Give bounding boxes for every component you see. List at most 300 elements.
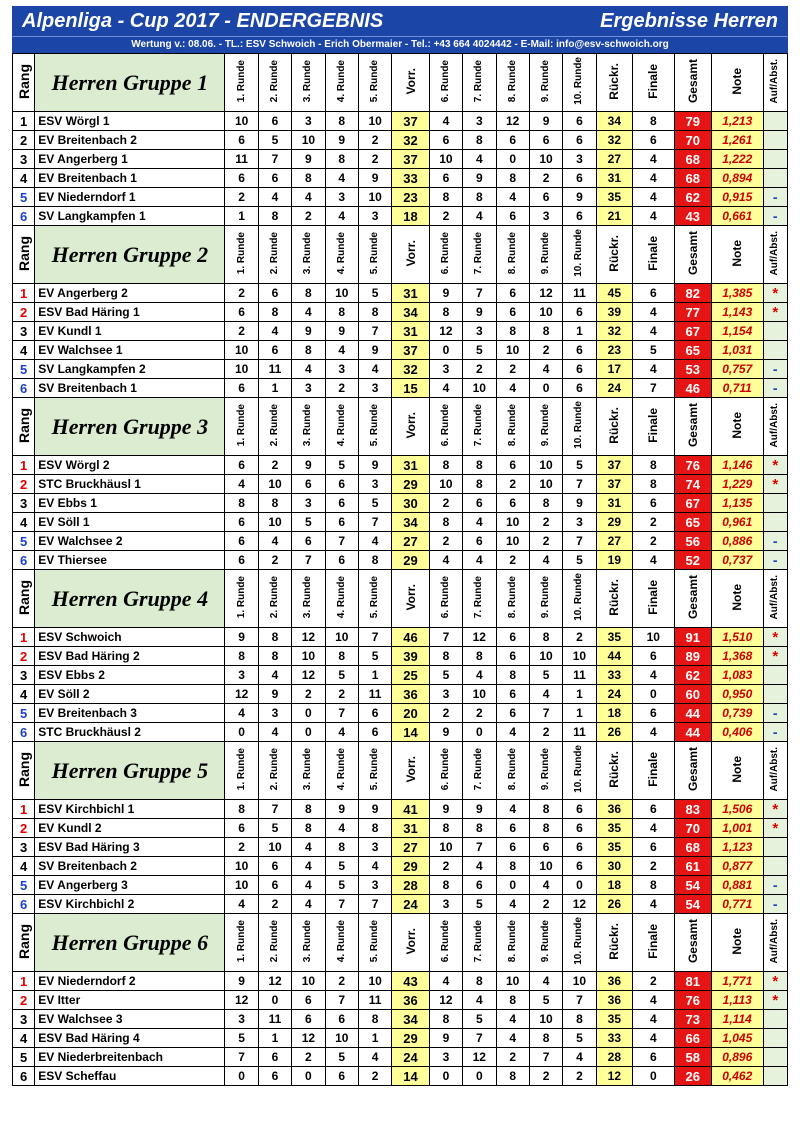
- round-7-header-label: 7. Runde: [473, 747, 485, 791]
- rueckrunde-total: 28: [596, 1048, 632, 1067]
- round-score: 10: [325, 284, 358, 303]
- round-score: 5: [429, 666, 462, 685]
- round-score: 6: [496, 494, 529, 513]
- round-score: 2: [563, 628, 596, 647]
- gesamt-header-label: Gesamt: [685, 402, 700, 448]
- team-name: SV Langkampfen 2: [35, 360, 225, 379]
- gesamt-total: 61: [674, 857, 711, 876]
- team-name: STC Bruckhäusl 1: [35, 475, 225, 494]
- round-score: 3: [225, 1010, 258, 1029]
- vorrunde-total: 31: [392, 819, 429, 838]
- gesamt-total: 62: [674, 666, 711, 685]
- round-1-header: [225, 226, 258, 284]
- round-score: 4: [496, 1010, 529, 1029]
- round-score: 5: [325, 857, 358, 876]
- round-score: 2: [325, 972, 358, 991]
- rueckrunde-total: 36: [596, 800, 632, 819]
- round-score: 10: [225, 360, 258, 379]
- round-score: 2: [429, 532, 462, 551]
- group-title: Herren Gruppe 5: [35, 742, 225, 800]
- round-score: 4: [496, 379, 529, 398]
- round-score: 7: [325, 991, 358, 1010]
- table-row: [13, 1067, 788, 1086]
- team-name: EV Itter: [35, 991, 225, 1010]
- note-value: 1,261: [711, 131, 763, 150]
- note-value: 1,135: [711, 494, 763, 513]
- round-score: 3: [358, 475, 391, 494]
- round-score: 6: [325, 1067, 358, 1086]
- table-row: [13, 341, 788, 360]
- round-score: 8: [258, 494, 291, 513]
- round-5-header-label: 5. Runde: [369, 59, 381, 103]
- round-score: 6: [325, 494, 358, 513]
- round-score: 6: [463, 532, 496, 551]
- round-score: 6: [225, 131, 258, 150]
- round-score: 10: [529, 647, 562, 666]
- round-score: 6: [258, 1048, 291, 1067]
- note-header: [711, 914, 763, 972]
- round-score: 11: [563, 284, 596, 303]
- round-6-header-label: 6. Runde: [439, 919, 451, 963]
- team-name: EV Niederbreitenbach: [35, 1048, 225, 1067]
- rueckrunde-total: 44: [596, 647, 632, 666]
- round-score: 6: [563, 341, 596, 360]
- auf-abst-header: [763, 226, 787, 284]
- rank-cell: 5: [13, 704, 35, 723]
- auf-abst-cell: [763, 303, 787, 322]
- vorrunde-total: 37: [392, 341, 429, 360]
- round-score: 4: [463, 207, 496, 226]
- finale-score: 6: [633, 1048, 674, 1067]
- round-score: 0: [429, 341, 462, 360]
- round-8-header-label: 8. Runde: [506, 919, 518, 963]
- rank-cell: 4: [13, 857, 35, 876]
- vorrunde-total: 20: [392, 704, 429, 723]
- round-2-header: [258, 914, 291, 972]
- round-6-header-label: 6. Runde: [439, 403, 451, 447]
- round-10-header: [563, 398, 596, 456]
- round-6-header: [429, 54, 462, 112]
- vorrunde-total: 29: [392, 475, 429, 494]
- auf-abst-header: [763, 570, 787, 628]
- finale-score: 4: [633, 188, 674, 207]
- round-score: 6: [225, 456, 258, 475]
- auf-abst-cell: [763, 322, 787, 341]
- round-score: 10: [563, 972, 596, 991]
- round-score: 4: [358, 360, 391, 379]
- round-score: 12: [463, 1048, 496, 1067]
- rank-cell: 5: [13, 876, 35, 895]
- round-score: 9: [563, 494, 596, 513]
- round-9-header: [529, 742, 562, 800]
- vorrunde-total: 31: [392, 322, 429, 341]
- round-score: 7: [463, 284, 496, 303]
- round-score: 0: [496, 150, 529, 169]
- table-row: [13, 207, 788, 226]
- finale-score: 4: [633, 169, 674, 188]
- round-7-header-label: 7. Runde: [473, 919, 485, 963]
- round-score: 2: [325, 685, 358, 704]
- round-score: 8: [358, 551, 391, 570]
- round-score: 5: [563, 456, 596, 475]
- gesamt-header: [674, 742, 711, 800]
- round-score: 9: [325, 800, 358, 819]
- round-5-header-label: 5. Runde: [369, 231, 381, 275]
- round-score: 8: [463, 456, 496, 475]
- vorrunde-total: 27: [392, 532, 429, 551]
- note-value: 1,113: [711, 991, 763, 1010]
- vorrunde-total: 36: [392, 685, 429, 704]
- team-name: EV Kundl 2: [35, 819, 225, 838]
- round-score: 6: [325, 1010, 358, 1029]
- round-score: 8: [225, 800, 258, 819]
- auf-abst-cell: [763, 1029, 787, 1048]
- round-score: 8: [529, 819, 562, 838]
- round-score: 4: [292, 360, 325, 379]
- round-score: 8: [529, 800, 562, 819]
- auf-abst-cell: [763, 456, 787, 475]
- rank-cell: 2: [13, 131, 35, 150]
- round-score: 2: [529, 532, 562, 551]
- table-row: [13, 532, 788, 551]
- round-score: 8: [358, 303, 391, 322]
- round-score: 9: [429, 723, 462, 742]
- round-score: 4: [529, 551, 562, 570]
- round-7-header-label: 7. Runde: [473, 575, 485, 619]
- round-8-header-label: 8. Runde: [506, 747, 518, 791]
- gesamt-total: 26: [674, 1067, 711, 1086]
- round-score: 10: [258, 513, 291, 532]
- table-row: [13, 513, 788, 532]
- rueckrunde-total: 30: [596, 857, 632, 876]
- round-score: 9: [225, 972, 258, 991]
- round-4-header: [325, 54, 358, 112]
- round-score: 6: [225, 513, 258, 532]
- round-score: 10: [529, 456, 562, 475]
- round-2-header: [258, 398, 291, 456]
- round-score: 1: [258, 1029, 291, 1048]
- gesamt-total: 65: [674, 513, 711, 532]
- round-score: 10: [358, 972, 391, 991]
- round-score: 2: [358, 150, 391, 169]
- round-score: 4: [496, 800, 529, 819]
- auf-abst-cell: [763, 284, 787, 303]
- gesamt-total: 56: [674, 532, 711, 551]
- round-6-header-label: 6. Runde: [439, 231, 451, 275]
- round-score: 8: [225, 494, 258, 513]
- promotion-mark: *: [772, 819, 779, 837]
- rank-cell: 4: [13, 341, 35, 360]
- round-1-header-label: 1. Runde: [235, 231, 247, 275]
- auf-abst-cell: [763, 895, 787, 914]
- round-score: 7: [325, 895, 358, 914]
- round-score: 8: [292, 169, 325, 188]
- round-score: 6: [529, 188, 562, 207]
- auf-abst-cell: [763, 1067, 787, 1086]
- auf-abst-cell: [763, 169, 787, 188]
- round-10-header-label: 10. Runde: [573, 573, 585, 621]
- gesamt-total: 70: [674, 131, 711, 150]
- team-name: SV Breitenbach 2: [35, 857, 225, 876]
- round-score: 5: [358, 284, 391, 303]
- round-score: 7: [358, 513, 391, 532]
- round-score: 3: [292, 112, 325, 131]
- round-score: 12: [429, 322, 462, 341]
- round-score: 6: [463, 494, 496, 513]
- gesamt-total: 54: [674, 895, 711, 914]
- auf-abst-header: [763, 398, 787, 456]
- round-score: 7: [563, 991, 596, 1010]
- round-score: 6: [225, 532, 258, 551]
- round-9-header-label: 9. Runde: [540, 59, 552, 103]
- group-title: Herren Gruppe 4: [35, 570, 225, 628]
- note-header: [711, 570, 763, 628]
- team-name: EV Breitenbach 2: [35, 131, 225, 150]
- round-score: 10: [358, 188, 391, 207]
- group-header-row: [13, 742, 788, 800]
- round-score: 1: [358, 1029, 391, 1048]
- gesamt-total: 91: [674, 628, 711, 647]
- round-score: 6: [225, 303, 258, 322]
- note-header-label: Note: [730, 755, 745, 783]
- round-score: 4: [496, 188, 529, 207]
- table-row: [13, 895, 788, 914]
- group-title: Herren Gruppe 3: [35, 398, 225, 456]
- auf-abst-cell: [763, 819, 787, 838]
- note-header-label: Note: [730, 927, 745, 955]
- round-2-header-label: 2. Runde: [269, 403, 281, 447]
- gesamt-header: [674, 54, 711, 112]
- round-score: 8: [258, 207, 291, 226]
- round-score: 0: [429, 1067, 462, 1086]
- rank-header-label: Rang: [15, 63, 32, 99]
- round-4-header: [325, 742, 358, 800]
- round-score: 10: [358, 112, 391, 131]
- results-sheet: [12, 6, 788, 1086]
- gesamt-total: 70: [674, 819, 711, 838]
- team-name: ESV Wörgl 2: [35, 456, 225, 475]
- rueckrunde-header: [596, 914, 632, 972]
- vorrunde-total: 15: [392, 379, 429, 398]
- round-score: 10: [529, 303, 562, 322]
- gesamt-total: 76: [674, 991, 711, 1010]
- round-score: 5: [463, 895, 496, 914]
- round-score: 5: [225, 1029, 258, 1048]
- round-score: 6: [563, 857, 596, 876]
- finale-score: 6: [633, 647, 674, 666]
- round-score: 6: [358, 704, 391, 723]
- round-score: 4: [463, 991, 496, 1010]
- table-row: [13, 360, 788, 379]
- round-score: 11: [358, 685, 391, 704]
- auf-abst-cell: [763, 150, 787, 169]
- team-name: EV Niederndorf 2: [35, 972, 225, 991]
- note-value: 1,146: [711, 456, 763, 475]
- round-score: 5: [463, 341, 496, 360]
- finale-score: 6: [633, 800, 674, 819]
- table-row: [13, 169, 788, 188]
- round-score: 6: [258, 876, 291, 895]
- rueckrunde-header-label: Rückr.: [607, 922, 622, 960]
- round-score: 3: [258, 704, 291, 723]
- table-row: [13, 150, 788, 169]
- round-score: 3: [429, 360, 462, 379]
- round-9-header-label: 9. Runde: [540, 575, 552, 619]
- round-score: 10: [463, 379, 496, 398]
- round-score: 6: [325, 475, 358, 494]
- rueckrunde-total: 37: [596, 475, 632, 494]
- round-score: 8: [292, 284, 325, 303]
- team-name: ESV Kirchbichl 2: [35, 895, 225, 914]
- round-score: 8: [325, 647, 358, 666]
- round-score: 6: [225, 379, 258, 398]
- round-10-header-label: 10. Runde: [573, 745, 585, 793]
- gesamt-header: [674, 570, 711, 628]
- rueckrunde-total: 35: [596, 838, 632, 857]
- rueckrunde-total: 33: [596, 1029, 632, 1048]
- rueckrunde-total: 24: [596, 379, 632, 398]
- table-row: [13, 685, 788, 704]
- round-score: 8: [529, 1029, 562, 1048]
- rueckrunde-total: 18: [596, 704, 632, 723]
- rueckrunde-total: 23: [596, 341, 632, 360]
- note-value: 0,737: [711, 551, 763, 570]
- round-score: 8: [325, 112, 358, 131]
- rueckrunde-total: 32: [596, 322, 632, 341]
- round-score: 4: [292, 838, 325, 857]
- rank-header-label: Rang: [15, 923, 32, 959]
- rank-cell: 6: [13, 895, 35, 914]
- vorrunde-total: 28: [392, 876, 429, 895]
- title-bar: [12, 6, 788, 36]
- gesamt-header-label: Gesamt: [685, 58, 700, 104]
- vorrunde-header-label: Vorr.: [403, 411, 418, 439]
- finale-header: [633, 570, 674, 628]
- rank-cell: 5: [13, 360, 35, 379]
- round-score: 12: [463, 628, 496, 647]
- round-4-header-label: 4. Runde: [335, 231, 347, 275]
- round-9-header: [529, 398, 562, 456]
- auf-abst-cell: [763, 494, 787, 513]
- round-score: 4: [258, 188, 291, 207]
- rueckrunde-header: [596, 742, 632, 800]
- auf-abst-cell: [763, 1010, 787, 1029]
- gesamt-total: 65: [674, 341, 711, 360]
- round-score: 4: [563, 1048, 596, 1067]
- round-score: 6: [258, 112, 291, 131]
- vorrunde-total: 29: [392, 857, 429, 876]
- auf-abst-header: [763, 914, 787, 972]
- promotion-mark: *: [772, 972, 779, 990]
- rank-cell: 6: [13, 1067, 35, 1086]
- round-score: 12: [292, 628, 325, 647]
- round-6-header-label: 6. Runde: [439, 59, 451, 103]
- round-score: 6: [563, 819, 596, 838]
- round-score: 8: [563, 1010, 596, 1029]
- rueckrunde-total: 36: [596, 972, 632, 991]
- round-score: 7: [325, 704, 358, 723]
- gesamt-total: 67: [674, 494, 711, 513]
- rank-header: [13, 914, 35, 972]
- round-score: 7: [563, 475, 596, 494]
- gesamt-total: 73: [674, 1010, 711, 1029]
- rank-cell: 3: [13, 150, 35, 169]
- round-score: 8: [463, 131, 496, 150]
- round-score: 6: [225, 819, 258, 838]
- round-score: 4: [463, 513, 496, 532]
- round-1-header: [225, 398, 258, 456]
- round-score: 8: [429, 819, 462, 838]
- round-score: 0: [529, 379, 562, 398]
- round-score: 8: [358, 1010, 391, 1029]
- round-8-header: [496, 398, 529, 456]
- round-5-header: [358, 54, 391, 112]
- table-row: [13, 972, 788, 991]
- round-score: 8: [258, 628, 291, 647]
- round-score: 0: [258, 991, 291, 1010]
- round-score: 1: [563, 704, 596, 723]
- team-name: EV Walchsee 2: [35, 532, 225, 551]
- note-value: 0,771: [711, 895, 763, 914]
- group-header-row: [13, 398, 788, 456]
- round-3-header: [292, 570, 325, 628]
- round-score: 4: [325, 819, 358, 838]
- round-score: 6: [225, 551, 258, 570]
- round-score: 6: [292, 1010, 325, 1029]
- round-score: 10: [325, 1029, 358, 1048]
- gesamt-total: 67: [674, 322, 711, 341]
- note-value: 1,222: [711, 150, 763, 169]
- table-row: [13, 551, 788, 570]
- auf-abst-cell: [763, 991, 787, 1010]
- team-name: EV Ebbs 1: [35, 494, 225, 513]
- auf-abst-header-label: Auf/Abst.: [769, 746, 781, 792]
- round-score: 9: [429, 284, 462, 303]
- round-score: 4: [325, 169, 358, 188]
- vorrunde-total: 14: [392, 723, 429, 742]
- finale-score: 4: [633, 303, 674, 322]
- info-bar: Wertung v.: 08.06. - TL.: ESV Schwoich - Erich Obermaier - Tel.: +43 664 4024442 - E-Mail: info@esv-schwoich.org: [12, 36, 788, 53]
- round-score: 6: [563, 207, 596, 226]
- round-score: 3: [563, 150, 596, 169]
- gesamt-header: [674, 398, 711, 456]
- vorrunde-total: 25: [392, 666, 429, 685]
- round-score: 4: [258, 532, 291, 551]
- note-value: 1,368: [711, 647, 763, 666]
- round-9-header: [529, 570, 562, 628]
- round-score: 6: [496, 685, 529, 704]
- round-score: 0: [292, 704, 325, 723]
- note-value: 1,001: [711, 819, 763, 838]
- rank-cell: 1: [13, 800, 35, 819]
- gesamt-total: 66: [674, 1029, 711, 1048]
- finale-score: 4: [633, 723, 674, 742]
- round-score: 8: [325, 838, 358, 857]
- rueckrunde-total: 45: [596, 284, 632, 303]
- note-value: 0,886: [711, 532, 763, 551]
- vorrunde-total: 31: [392, 284, 429, 303]
- round-score: 4: [429, 551, 462, 570]
- finale-score: 4: [633, 666, 674, 685]
- round-5-header: [358, 570, 391, 628]
- round-score: 5: [325, 1048, 358, 1067]
- round-score: 0: [225, 723, 258, 742]
- round-score: 6: [496, 131, 529, 150]
- rank-cell: 1: [13, 456, 35, 475]
- promotion-mark: *: [772, 991, 779, 1009]
- round-score: 10: [258, 475, 291, 494]
- auf-abst-cell: [763, 513, 787, 532]
